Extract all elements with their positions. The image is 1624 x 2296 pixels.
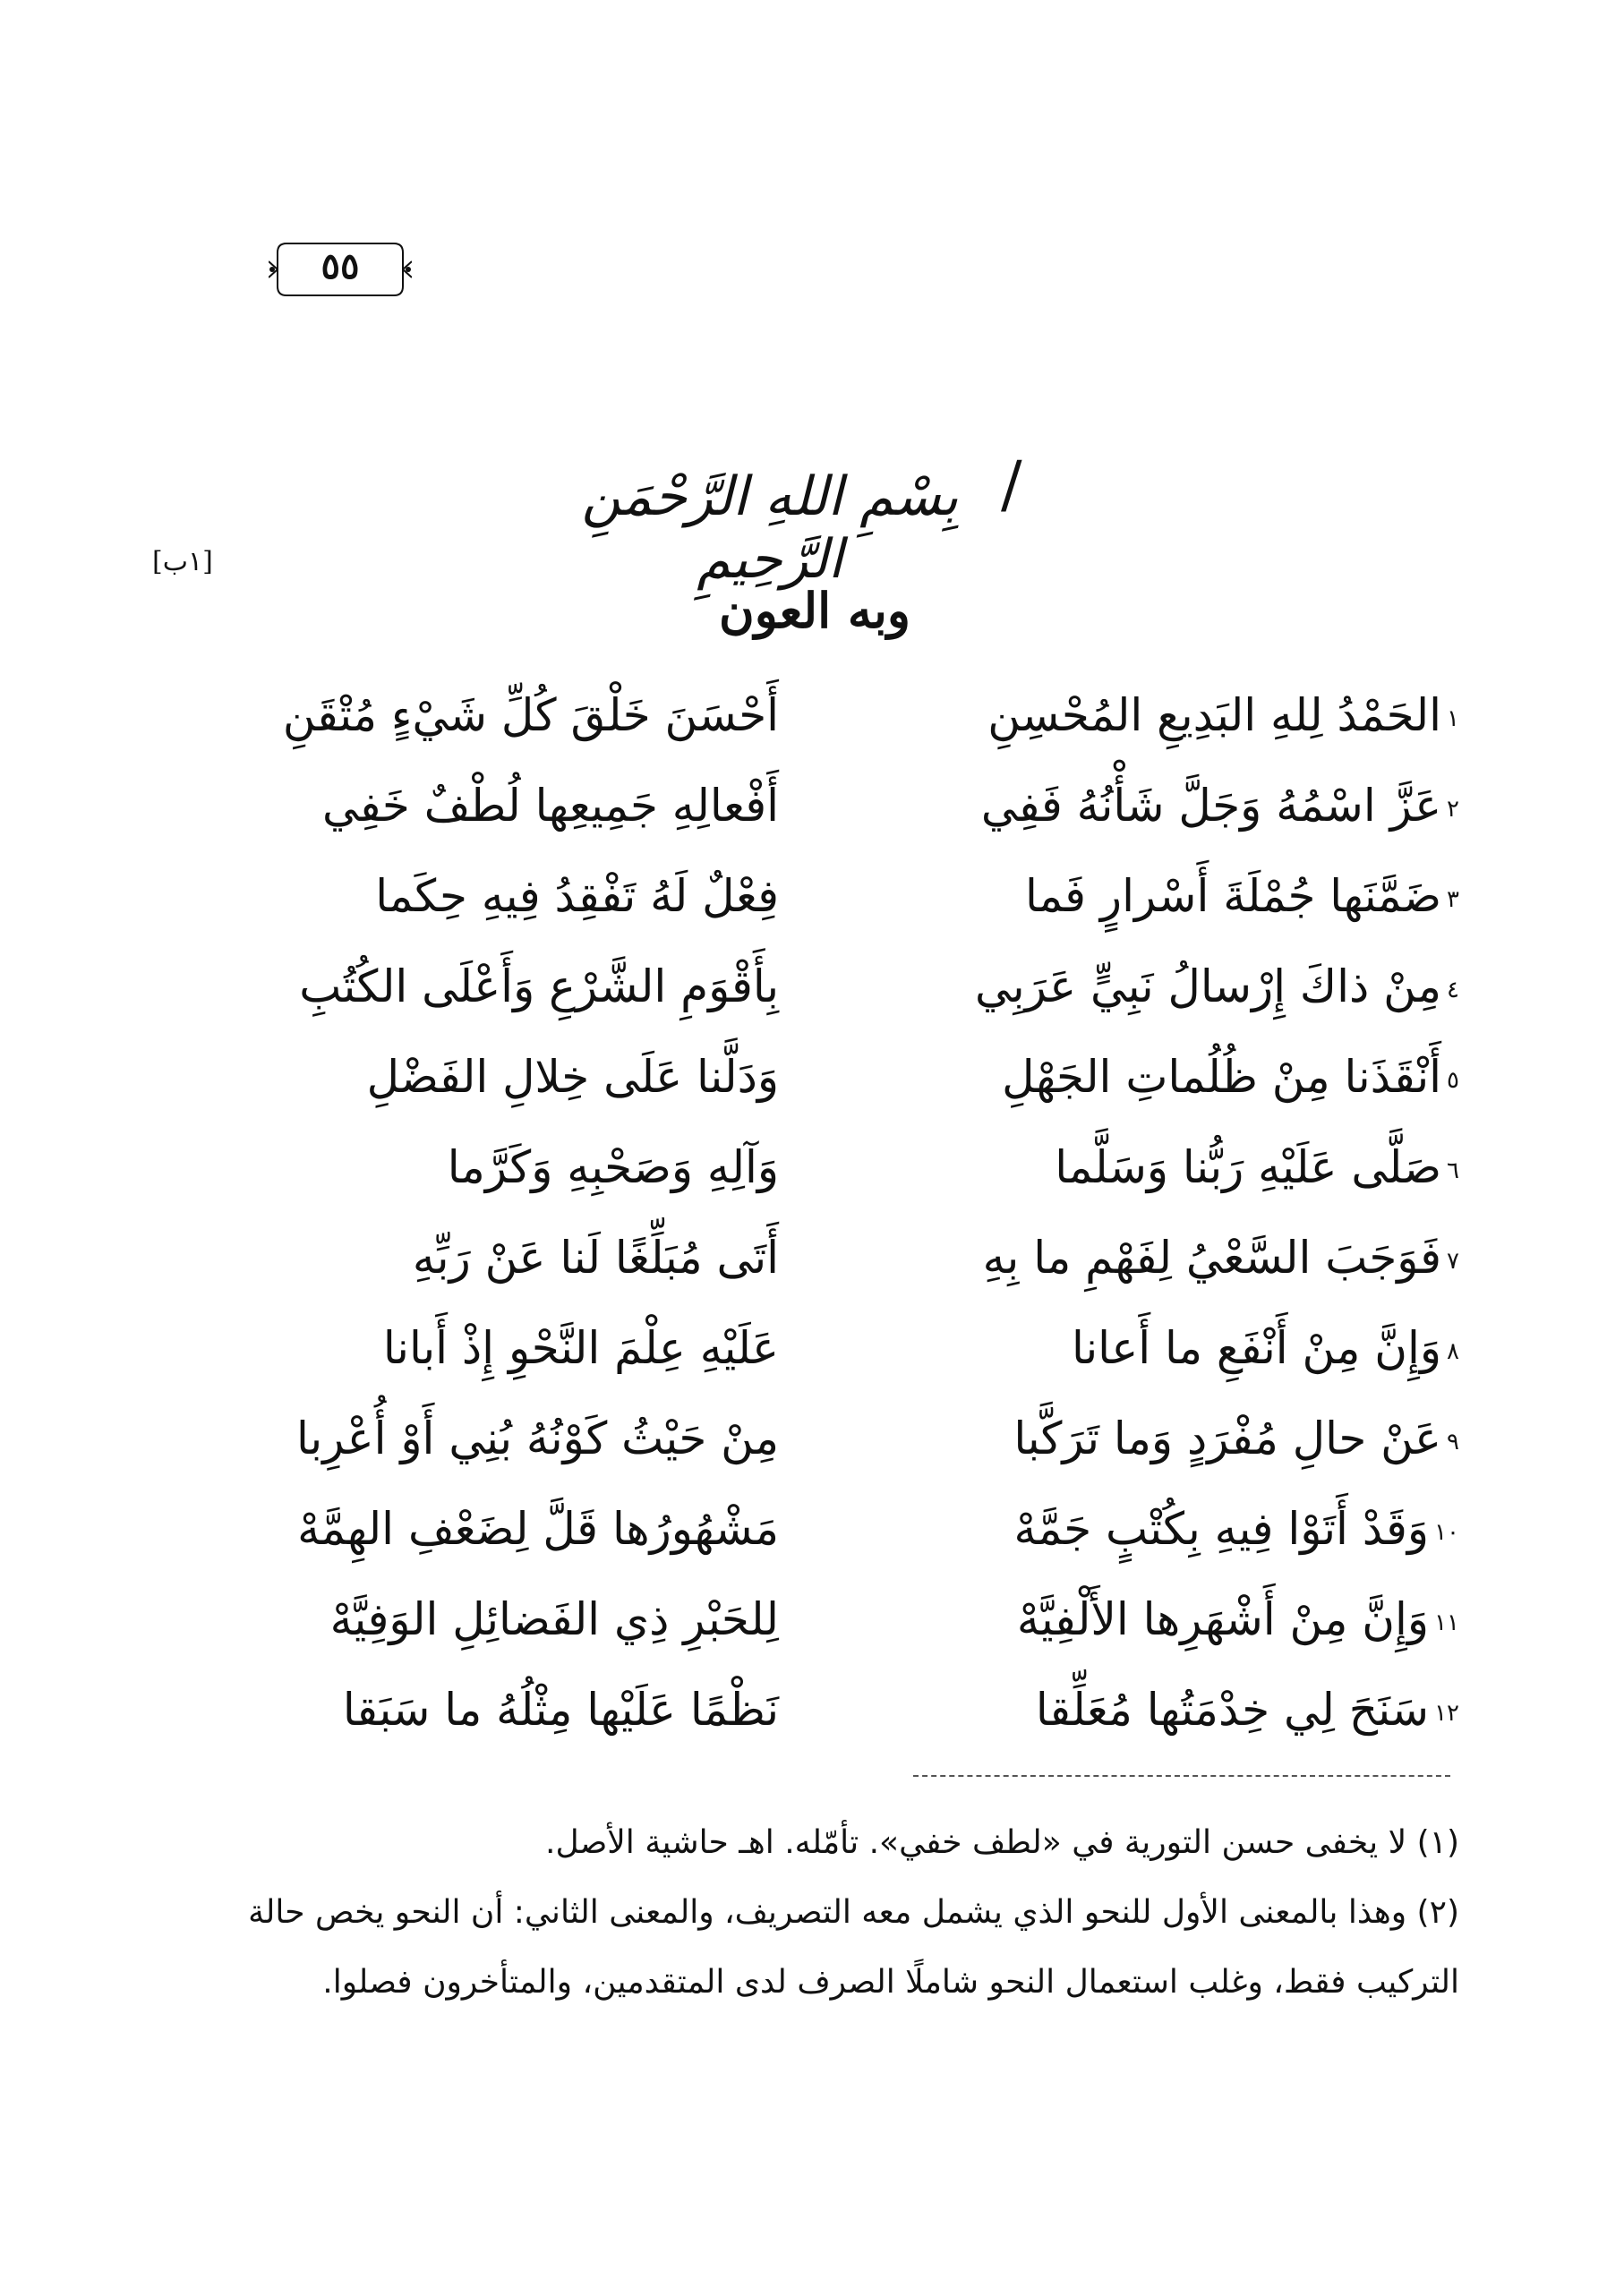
first-hemistich-text: أَنْقَذَنا مِنْ ظُلُماتِ الجَهْلِ <box>1002 1051 1442 1103</box>
second-hemistich: عَلَيْهِ عِلْمَ النَّحْوِ إِذْ أَبانا <box>382 1322 779 1374</box>
first-hemistich <box>877 1503 1459 1555</box>
first-hemistich <box>877 870 1459 922</box>
verse-number: ٥ <box>1447 1067 1459 1094</box>
verse-row <box>197 1322 1459 1413</box>
verse-row <box>197 1684 1459 1774</box>
first-hemistich-text: الحَمْدُ لِلهِ البَدِيعِ المُحْسِنِ <box>987 689 1442 741</box>
second-hemistich: لِلحَبْرِ ذِي الفَضائِلِ الوَفِيَّهْ <box>329 1593 779 1645</box>
first-hemistich-text: عَزَّ اسْمُهُ وَجَلَّ شَأْنُهُ فَفِي <box>980 780 1442 832</box>
verse-number: ١١ <box>1434 1609 1459 1636</box>
verse-number: ٣ <box>1447 886 1459 913</box>
verse-row <box>197 1503 1459 1593</box>
folio-slash: / <box>1001 448 1022 521</box>
verse-number: ٢ <box>1447 796 1459 823</box>
first-hemistich <box>877 1141 1459 1193</box>
second-hemistich: وَآلِهِ وَصَحْبِهِ وَكَرَّما <box>447 1141 779 1193</box>
first-hemistich <box>877 1232 1459 1284</box>
verse-number: ٦ <box>1447 1157 1459 1184</box>
verse-number: ٨ <box>1447 1338 1459 1365</box>
verse-number: ٧ <box>1447 1248 1459 1275</box>
second-hemistich: فِعْلٌ لَهُ تَفْقِدُ فِيهِ حِكَما <box>375 870 779 922</box>
basmala: بِسْمِ اللهِ الرَّحْمَنِ الرَّحِيمِ <box>581 465 959 591</box>
verse-row <box>197 1593 1459 1684</box>
verse-row <box>197 960 1459 1051</box>
verse-row <box>197 780 1459 870</box>
second-hemistich: وَدَلَّنا عَلَى خِلالِ الفَضْلِ <box>366 1051 779 1103</box>
verse-row <box>197 1413 1459 1503</box>
first-hemistich-text: سَنَحَ لِي خِدْمَتُها مُعَلِّقا <box>1035 1684 1430 1736</box>
verse-number: ٩ <box>1447 1429 1459 1455</box>
first-hemistich <box>877 1593 1459 1645</box>
verse-row <box>197 1051 1459 1141</box>
first-hemistich-text: مِنْ ذاكَ إِرْسالُ نَبِيٍّ عَرَبِي <box>975 960 1442 1012</box>
footnote: (٢) وهذا بالمعنى الأول للنحو الذي يشمل معه التصريف، والمعنى الثاني: أن النحو يخص حالة التركيب فقط، وغلب استعمال النحو شاملًا الصرف لدى المتقدمين، والمتأخرون فصلوا. <box>248 1894 1459 2001</box>
second-hemistich: نَظْمًا عَلَيْها مِثْلُهُ ما سَبَقا <box>342 1684 779 1736</box>
first-hemistich-text: فَوَجَبَ السَّعْيُ لِفَهْمِ ما بِهِ <box>982 1232 1442 1284</box>
first-hemistich <box>877 1684 1459 1736</box>
second-hemistich: أَحْسَنَ خَلْقَ كُلِّ شَيْءٍ مُتْقَنِ <box>282 689 779 741</box>
verse-row <box>197 1141 1459 1232</box>
poem <box>197 689 1459 1774</box>
first-hemistich-text: ضَمَّنَها جُمْلَةَ أَسْرارٍ فَما <box>1024 870 1442 922</box>
page-number-frame <box>269 235 412 304</box>
first-hemistich-text: وَإِنَّ مِنْ أَشْهَرِها الأَلْفِيَّهْ <box>1016 1593 1430 1645</box>
verse-row <box>197 1232 1459 1322</box>
first-hemistich <box>877 1051 1459 1103</box>
first-hemistich-text: صَلَّى عَلَيْهِ رَبُّنا وَسَلَّما <box>1055 1141 1442 1193</box>
verse-row <box>197 689 1459 780</box>
page-number: ٥٥ <box>321 245 360 287</box>
first-hemistich-text: وَقَدْ أَتَوْا فِيهِ بِكُتْبٍ جَمَّهْ <box>1013 1503 1430 1555</box>
second-hemistich: مِنْ حَيْثُ كَوْنُهُ بُنِي أَوْ أُعْرِبا <box>296 1413 779 1464</box>
verse-number: ١ <box>1447 705 1459 732</box>
folio-marker: [١ب] <box>152 546 213 577</box>
second-hemistich: أَتَى مُبَلِّغًا لَنا عَنْ رَبِّهِ <box>412 1232 779 1284</box>
second-hemistich: بِأَقْوَمِ الشَّرْعِ وَأَعْلَى الكُتُبِ <box>299 960 779 1012</box>
subtitle: وبه العون <box>719 582 910 639</box>
first-hemistich-text: عَنْ حالِ مُفْرَدٍ وَما تَرَكَّبا <box>1013 1413 1442 1464</box>
verse-row <box>197 870 1459 960</box>
first-hemistich-text: وَإِنَّ مِنْ أَنْفَعِ ما أَعانا <box>1072 1322 1442 1374</box>
footnote: (١) لا يخفى حسن التورية في «لطف خفي». تأمّله. اهـ حاشية الأصل. <box>545 1824 1459 1861</box>
first-hemistich <box>877 1322 1459 1374</box>
verse-number: ١٠ <box>1434 1519 1459 1546</box>
footnotes <box>188 1808 1459 2018</box>
first-hemistich <box>877 689 1459 741</box>
first-hemistich <box>877 780 1459 832</box>
second-hemistich: أَفْعالِهِ جَمِيعِها لُطْفٌ خَفِي <box>321 780 779 832</box>
second-hemistich: مَشْهُورُها قَلَّ لِضَعْفِ الهِمَّهْ <box>297 1503 779 1555</box>
verse-number: ١٢ <box>1434 1700 1459 1727</box>
first-hemistich <box>877 960 1459 1012</box>
first-hemistich <box>877 1413 1459 1464</box>
verse-number: ٤ <box>1447 977 1459 1003</box>
footnote-divider <box>913 1775 1450 1777</box>
